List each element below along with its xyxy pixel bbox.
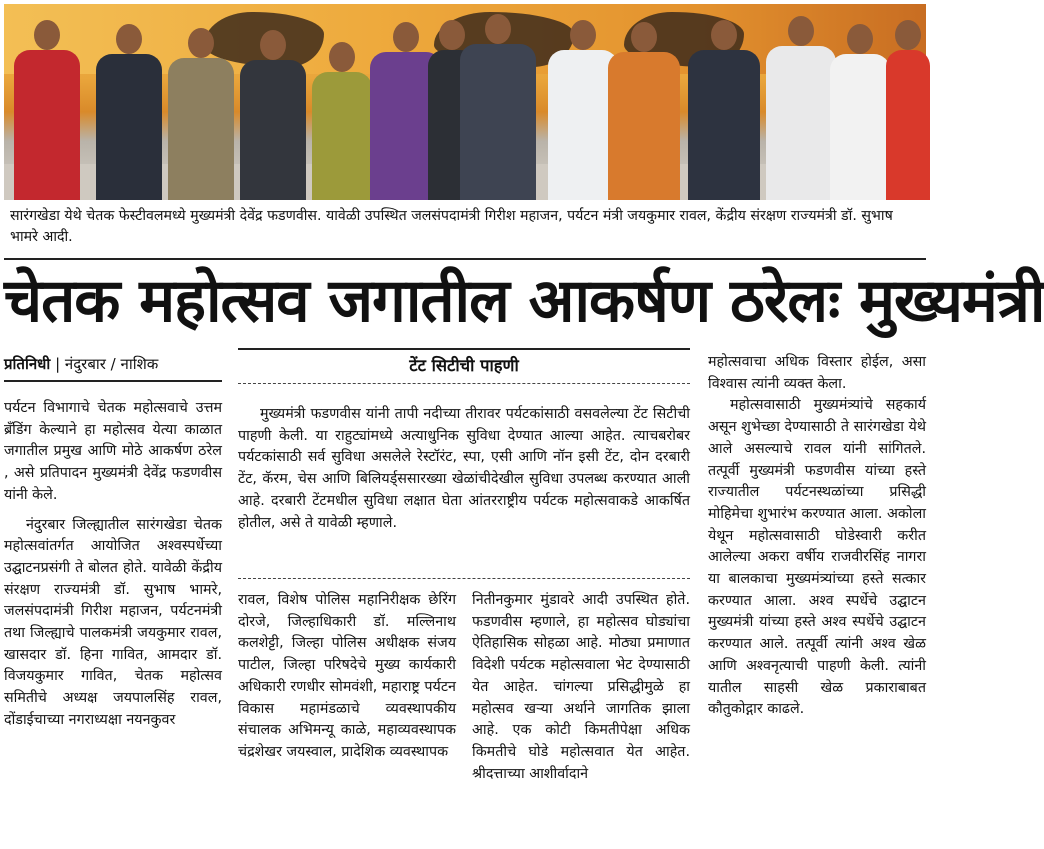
paragraph: नितीनकुमार मुंडावरे आदी उपस्थित होते. फडणवीस म्हणाले, हा महोत्सव घोड्यांचा ऐतिहासिक सोहळा आहे. मोठ्या प्रमाणात विदेशी पर्यटक महोत्सवाला भेट देण्यासाठी येत आहेत. चांगल्या प्रसिद्धीमुळे हा महोत्सव खऱ्या अर्थाने जागतिक झाला आहे. एक कोटी किमतीपेक्षा अधिक किमतीचे घोडे महोत्सवात येत आहेत. श्रीदत्ताच्या आशीर्वादाने [472,592,690,782]
divider [4,380,222,382]
photo-caption: सारंगखेडा येथे चेतक फेस्टीवलमध्ये मुख्यमंत्री देवेंद्र फडणवीस. यावेळी उपस्थित जलसंपदामंत्री गिरीश महाजन, पर्यटन मंत्री जयकुमार रावल, केंद्रीय संरक्षण राज्यमंत्री डॉ. सुभाष भामरे आदी. [10,208,893,245]
paragraph: रावल, विशेष पोलिस महानिरीक्षक छेरिंग दोरजे, जिल्हाधिकारी डॉ. मल्लिनाथ कलशेट्टी, जिल्हा पोलिस अधीक्षक संजय पाटील, जिल्हा परिषदेचे मुख्य कार्यकारी अधिकारी रणधीर सोमवंशी, महाराष्ट्र पर्यटन विकास महामंडळाचे व्यवस्थापकीय संचालक अभिमन्यू काळे, महाव्यवस्थापक चंद्रशेखर जयस्वाल, प्रादेशिक व्यवस्थापक [238,592,456,760]
byline-label: प्रतिनिधी [4,355,51,373]
person-figure [608,52,680,200]
article-column-2 [238,590,456,764]
paragraph: नंदुरबार जिल्ह्यातील सारंगखेडा चेतक महोत्सवांतर्गत आयोजित अश्वस्पर्धेच्या उद्घाटनप्रसंगी ते बोलत होते. यावेळी केंद्रीय संरक्षण राज्यमंत्री डॉ. सुभाष भामरे, जलसंपदामंत्री गिरीश महाजन, पर्यटनमंत्री तथा जिल्ह्याचे पालकमंत्री जयकुमार रावल, खासदार डॉ. हिना गावित, आमदार डॉ. विजयकुमार गावित, चेतक महोत्सव समितीचे अध्यक्ष जयपालसिंह रावल, दोंडाईचाच्या नगराध्यक्षा नयनकुवर [4,516,222,728]
byline-location: नंदुरबार / नाशिक [64,355,159,373]
person-figure [886,50,930,200]
person-figure [96,54,162,200]
divider [238,348,690,350]
paragraph: पर्यटन विभागाचे चेतक महोत्सवाचे उत्तम ब्रँडिंग केल्याने हा महोत्सव येत्या काळात जगातील प्रमुख आणि मोठे आकर्षण ठरेल , असे प्रतिपादन मुख्यमंत्री देवेंद्र फडणवीस यांनी केले. [4,400,222,503]
person-figure [240,60,306,200]
person-figure [688,50,760,200]
person-figure [14,50,80,200]
byline [4,350,222,380]
headline: चेतक महोत्सव जगातील आकर्षण ठरेलः मुख्यमंत्री [4,266,1044,336]
box-title: टेंट सिटीची पाहणी [409,356,519,375]
box-body [238,404,690,534]
person-figure [460,44,536,200]
person-figure [766,46,836,200]
dashed-divider [238,578,690,579]
article-column-1 [4,398,222,732]
article-column-3 [472,590,690,785]
person-figure [168,58,234,200]
paragraph: महोत्सवासाठी मुख्यमंत्र्यांचे सहकार्य असून शुभेच्छा देण्यासाठी ते सारंगखेडा येथे आले असल्याचे रावल यांनी सांगितले. तत्पूर्वी मुख्यमंत्री फडणवीस यांच्या हस्ते राज्यातील पर्यटनस्थळांच्या प्रसिद्धी मोहिमेचा शुभारंभ करण्यात आला. अकोला येथून महोत्सवासाठी घोडेस्वारी करीत आलेल्या अकरा वर्षीय राजवीरसिंह नागरा या बालकाचा मुख्यमंत्र्यांच्या हस्ते सत्कार करण्यात आला. अश्व स्पर्धेचे उद्घाटन मुख्यमंत्री यांच्या हस्ते अश्व स्पर्धेचे उद्घाटन करण्यात आले. तत्पूर्वी त्यांनी अश्व खेळ आणि अश्वनृत्याची पाहणी केली. त्यांनी यातील साहसी खेळ प्रकाराबाबत कौतुकोद्गार काढले. [708,397,926,718]
person-figure [830,54,890,200]
news-photo [4,4,926,200]
paragraph: मुख्यमंत्री फडणवीस यांनी तापी नदीच्या तीरावर पर्यटकांसाठी वसवलेल्या टेंट सिटीची पाहणी केली. या राहुट्यांमध्ये अत्याधुनिक सुविधा देण्यात आल्या आहेत. त्याचबरोबर पर्यटकांसाठी सर्व सुविधा असलेले रेस्टॉरंट, स्पा, एसी आणि नॉन इसी टेंट, दोन दरबारी टेंट, कॅरम, चेस आणि बिलियर्ड्ससारख्या खेळांचीदेखील सुविधा उपलब्ध करण्यात आली आहे. दरबारी टेंटमधील सुविधा लक्षात घेता आंतरराष्ट्रीय पर्यटक महोत्सवाकडे आकर्षित होतील, असे ते यावेळी म्हणाले. [238,406,690,531]
divider [4,258,926,260]
byline-separator: | [50,355,65,373]
article-column-4 [708,352,926,721]
person-figure [312,72,372,200]
dashed-divider [238,383,690,384]
paragraph: महोत्सवाचा अधिक विस्तार होईल, असा विश्वास त्यांनी व्यक्त केला. [708,354,926,392]
